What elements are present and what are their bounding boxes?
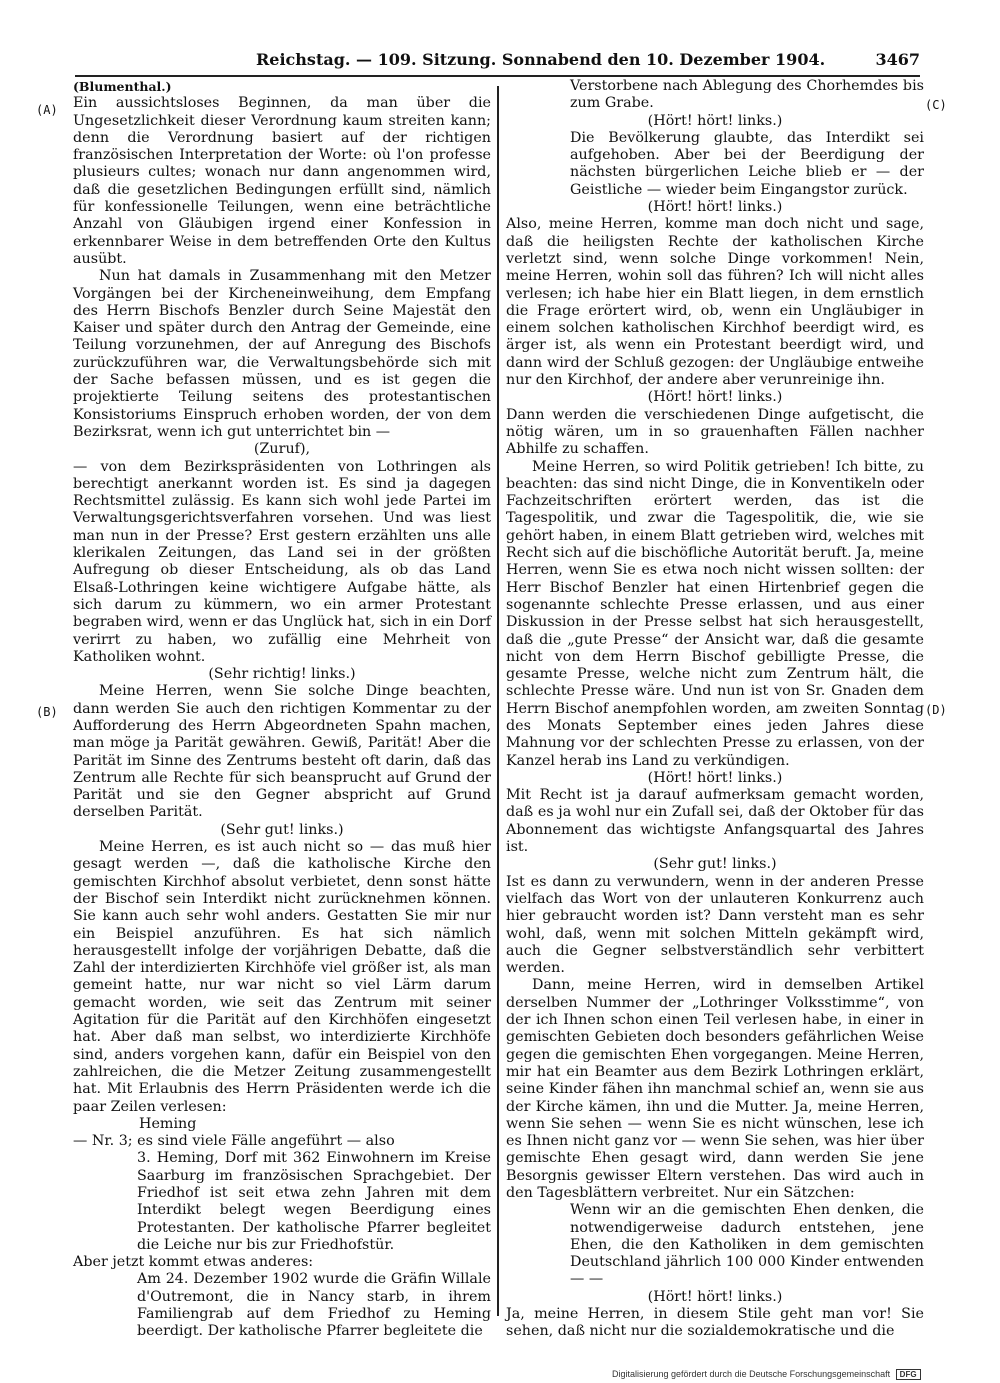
block-quote: Verstorbene nach Ablegung des Chorhemdes bis zum Grabe.	[570, 78, 924, 112]
paragraph: — Nr. 3; es sind viele Fälle angeführt — also	[73, 1133, 395, 1150]
block-quote: 3. Heming, Dorf mit 362 Einwohnern im Kreise Saarburg im französischen Sprachgebiet. Der Friedhof ist seit etwa zehn Jahren mit dem Interdikt belegt wegen Beerdigung eines Protestanten. Der katholische Pfarrer begleitet die Leiche nur bis zur Friedhofstür.	[137, 1150, 491, 1253]
quote-heading: Heming	[139, 1115, 197, 1132]
paragraph: Meine Herren, so wird Politik getrieben! Ich bitte, zu beachten: das sind nicht Dinge, die in Konventikeln oder Fachzeitschriften erörtert werden, das ist die Tagespolitik, und zwar die Tagespolitik, die, wie sie gehört haben, in einem Blatt getrieben wird, welches mit Recht sich auf die bischöfliche Autorität beruft. Ja, meine Herren, wenn Sie es etwa noch nicht wissen sollten: der Herr Bischof Benzler hat einen Hirtenbrief gegen die sogenannte schlechte Presse erlassen, und aus einer Diskussion in der Presse selbst hat sich herausgestellt, daß die „gute Presse“ der Ansicht war, daß die gesamte nicht von dem Herrn Bischof gebilligte Presse, die gesamte Presse, welche nicht zum Zentrum hält, die schlechte Presse wäre. Und nun ist von Sr. Gnaden dem Herrn Bischof anempfohlen worden, am zweiten Sonntag des Monats September eines jeden Jahres diese Mahnung vor der schlechten Presse zu erlassen, von der Kanzel herab ins Land zu verkündigen.	[506, 458, 924, 769]
interjection: (Sehr richtig! links.)	[208, 666, 356, 683]
interjection: (Hört! hört! links.)	[647, 389, 783, 406]
paragraph: Mit Recht ist ja darauf aufmerksam gemacht worden, daß es ja wohl nur ein Zufall sei, daß der Oktober für das Abonnement das wichtigste Anfangsquartal des Jahres ist.	[506, 787, 924, 856]
paragraph: Aber jetzt kommt etwas anderes:	[73, 1254, 314, 1271]
block-quote: Die Bevölkerung glaubte, das Interdikt sei aufgehoben. Aber bei der Beerdigung der nächsten bürgerlichen Leiche blieb er — der Geistliche — wieder beim Eingangstor zurück.	[570, 129, 924, 198]
page-header	[70, 50, 920, 74]
interjection: (Hört! hört! links.)	[647, 112, 783, 129]
paragraph: Ist es dann zu verwundern, wenn in der anderen Presse vielfach das Wort von der unlauteren Konkurrenz auch hier gebraucht worden ist? Dann versteht man es sehr wohl, daß, wenn mit solchen Mitteln gekämpft wird, auch die Gegner selbstverständlich sehr verbittert werden.	[506, 873, 924, 977]
dfg-logo: DFG	[896, 1369, 921, 1380]
footer-credit	[612, 1369, 921, 1380]
header-rule	[75, 75, 920, 77]
interjection: (Hört! hört! links.)	[647, 769, 783, 786]
footer-text: Digitalisierung gefördert durch die Deutsche Forschungsgemeinschaft	[612, 1369, 891, 1379]
page-number: 3467	[875, 50, 920, 69]
margin-mark-a: (A)	[36, 103, 58, 117]
column-divider	[497, 86, 499, 1316]
paragraph: Also, meine Herren, komme man doch nicht und sage, daß die heiligsten Rechte der katholischen Kirche verletzt sind, wenn solche Dinge vorkommen! Nein, meine Herren, wohin soll das führen? Ich will nicht alles verlesen; ich habe hier ein Blatt liegen, in dem ernstlich die Frage erörtert wird, ob, wenn ein Ungläubiger in einem solchen katholischen Kirchhof beerdigt wird, es ärger ist, als wenn ein Protestant beerdigt wird, und dann wird der Schluß gezogen: der Ungläubige entweihe nur den Kirchhof, der andere aber verunreinige ihn.	[506, 216, 924, 389]
interjection: (Sehr gut! links.)	[653, 856, 777, 873]
running-title: Reichstag. — 109. Sitzung. Sonnabend den 10. Dezember 1904.	[256, 50, 826, 69]
margin-mark-c: (C)	[925, 98, 947, 112]
paragraph: Meine Herren, es ist auch nicht so — das muß hier gesagt werden —, daß die katholische Kirche den gemischten Kirchhof absolut verbietet, denn sonst hätte der Bischof sein Interdikt nicht zurücknehmen können. Sie kann auch sehr wohl anders. Gestatten Sie mir nur ein Beispiel anzuführen. Es hat sich nämlich herausgestellt infolge der vorjährigen Debatte, daß die Zahl der interdizierten Kirchhöfe viel größer ist, als man gemeint hatte, nur war nicht so viel Lärm darum gemacht worden, wie seit das Zentrum mit seiner Agitation für die Parität auf den Kirchhöfen eingesetzt hat. Aber daß man selbst, wo interdizierte Kirchhöfe sind, anders vorgehen kann, dafür ein Beispiel von den zahlreichen, die die Metzer Zeitung zusammengestellt hat. Mit Erlaubnis des Herrn Präsidenten werde ich die paar Zeilen verlesen:	[73, 839, 491, 1115]
paragraph: Ein aussichtsloses Beginnen, da man über die Ungesetzlichkeit dieser Verordnung kaum streiten kann; denn die Verordnung basiert auf der richtigen französischen Interpretation der Worte: où l'on professe plusieurs cultes; wonach nur dann angenommen wird, daß die gesetzlichen Bedingungen erfüllt sind, nämlich für konfessionelle Teilungen, wenn eine beträchtliche Anzahl von Gläubigen irgend einer Konfession in erkennbarer Weise in dem betreffenden Orte den Kultus ausübt.	[73, 95, 491, 267]
interjection: (Zuruf),	[253, 441, 311, 458]
margin-mark-d: (D)	[925, 703, 947, 717]
paragraph: Ja, meine Herren, in diesem Stile geht man vor! Sie sehen, daß nicht nur die sozialdemokratische und die	[506, 1306, 924, 1340]
block-quote: Am 24. Dezember 1902 wurde die Gräfin Willale d'Outremont, die in Nancy starb, in ihrem Familiengrab auf dem Friedhof zu Heming beerdigt. Der katholische Pfarrer begleitete die	[137, 1271, 491, 1340]
paragraph: Meine Herren, wenn Sie solche Dinge beachten, dann werden Sie auch den richtigen Kommentar zu der Aufforderung des Herrn Abgeordneten Spahn machen, man möge ja Parität gewähren. Gewiß, Parität! Aber die Parität im Sinne des Zentrums besteht oft darin, daß das Zentrum alle Rechte für sich beansprucht auf Grund der Parität und sie den Gegner abspricht auf Grund derselben Parität.	[73, 683, 491, 821]
speaker-name: (Blumenthal.)	[73, 79, 172, 94]
left-column	[73, 78, 491, 1341]
paragraph: — von dem Bezirkspräsidenten von Lothringen als berechtigt anerkannt worden ist. Es sind ja dagegen Rechtsmittel zulässig. Es kann sich wohl jede Partei im Verwaltungsgerichtsverfahren vorsehen. Und was liest man nun in der Presse? Erst gestern erzählten uns alle klerikalen Zeitungen, das Land sei in der größten Aufregung ob dieser Entscheidung, als ob das Land Elsaß-Lothringen keine wichtigere Aufgabe hätte, als sich darum zu kümmern, wo ein armer Protestant begraben wird, wenn er das Unglück hat, sich in ein Dorf verirrt zu haben, wo zufällig eine Mehrheit von Katholiken wohnt.	[73, 458, 491, 665]
interjection: (Hört! hört! links.)	[647, 1288, 783, 1305]
right-column	[506, 78, 924, 1341]
margin-mark-b: (B)	[36, 705, 58, 719]
paragraph: Nun hat damals in Zusammenhang mit den Metzer Vorgängen bei der Kircheneinweihung, dem Empfang des Herrn Bischofs Benzler durch Seine Majestät den Kaiser und später durch den Antrag der Gemeinde, eine Teilung vorzunehmen, der auf Anregung des Bischofs zurückzuführen war, die Verwaltungsbehörde sich mit der Sache befassen müssen, und es ist gegen die projektierte Teilung seitens des protestantischen Konsistoriums Einspruch erhoben worden, der von dem Bezirksrat, wenn ich gut unterrichtet bin —	[73, 268, 491, 440]
paragraph: Dann, meine Herren, wird in demselben Artikel derselben Nummer der „Lothringer Volksstimme“, von der ich Ihnen schon einen Teil verlesen habe, in einer in gemischten Gebieten doch besonders gefährlichen Weise gegen die gemischten Ehen vorgegangen. Meine Herren, mir hat ein Beamter aus dem Bezirk Lothringen erklärt, seine Kinder fähen ihn manchmal schief an, wenn sie aus der Kirche kämen, ihn und die Mutter. Ja, meine Herren, wenn Sie sehen — wenn Sie es nicht wünschen, lese ich es Ihnen nicht ganz vor — wenn Sie sehen, was hier über gemischte Ehen gesagt wird, dann werden Sie jene Besorgnis gewisser Eltern verstehen. Das wird auch in den Tagesblättern verbreitet. Nur ein Sätzchen:	[506, 977, 924, 1201]
block-quote: Wenn wir an die gemischten Ehen denken, die notwendigerweise dadurch entstehen, jene Ehen, die den Katholiken in dem gemischten Deutschland jährlich 100 000 Kinder entwenden — —	[570, 1202, 924, 1288]
interjection: (Hört! hört! links.)	[647, 199, 783, 216]
interjection: (Sehr gut! links.)	[220, 821, 344, 838]
paragraph: Dann werden die verschiedenen Dinge aufgetischt, die nötig wären, um in so grauenhaften Fällen nachher Abhilfe zu schaffen.	[506, 406, 924, 458]
